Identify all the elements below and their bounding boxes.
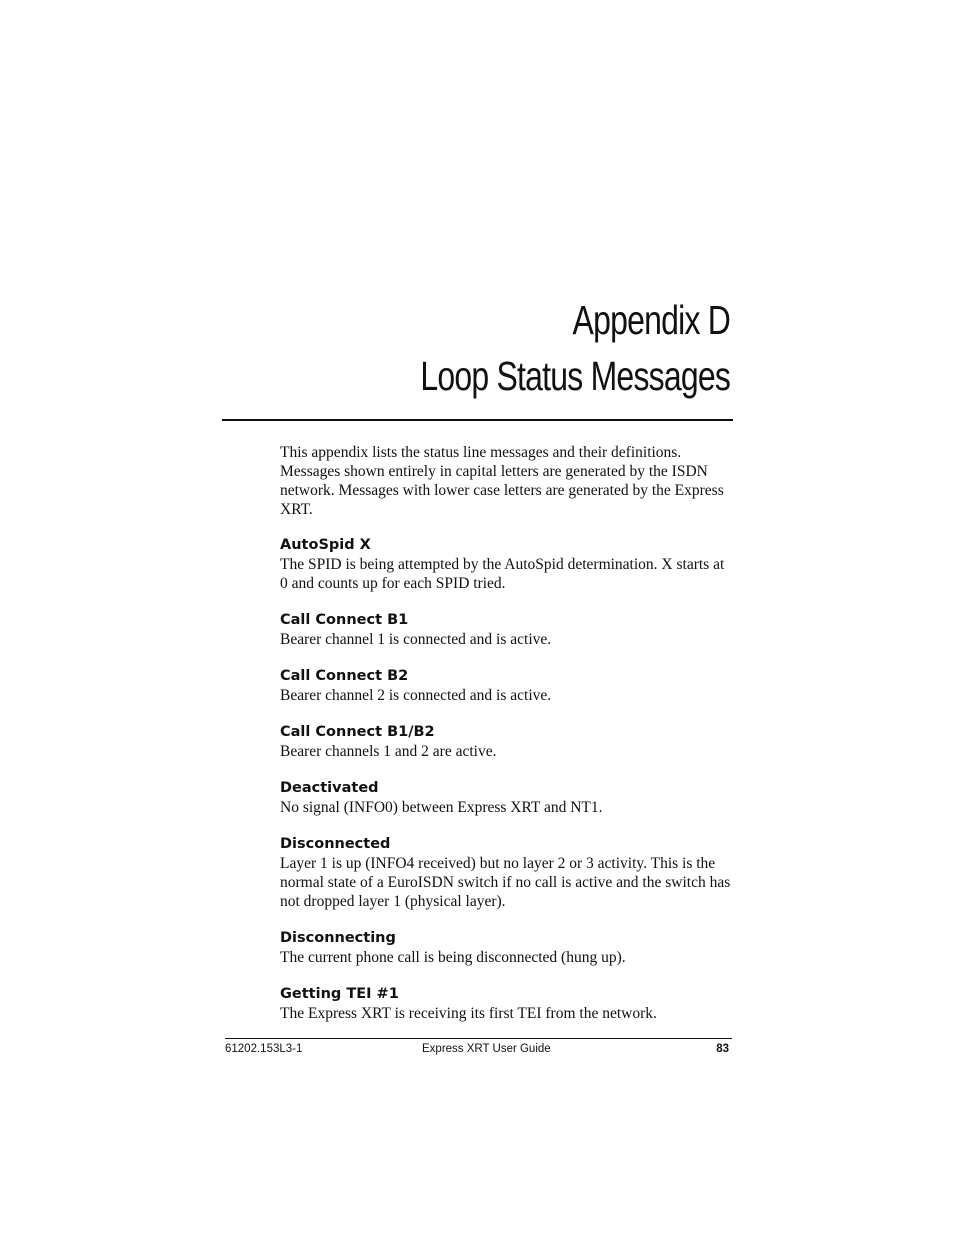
message-description: No signal (INFO0) between Express XRT and NT1. (280, 799, 603, 816)
footer-divider (225, 1038, 732, 1039)
appendix-title (420, 292, 730, 404)
message-heading: Getting TEI #1 (280, 986, 399, 1002)
appendix-title-line-2: Loop Status Messages (420, 353, 730, 399)
message-description: The SPID is being attempted by the AutoSpid determination. X starts at 0 and counts up for each SPID tried. (280, 556, 725, 592)
message-description: The current phone call is being disconnected (hung up). (280, 949, 626, 966)
message-description: The Express XRT is receiving its first TEI from the network. (280, 1005, 657, 1022)
message-description: Layer 1 is up (INFO4 received) but no layer 2 or 3 activity. This is the normal state of a EuroISDN switch if no call is active and the switch has not dropped layer 1 (physical layer). (280, 855, 731, 910)
message-description: Bearer channel 2 is connected and is active. (280, 687, 552, 704)
message-entry-deactivated (280, 779, 732, 817)
message-heading: Call Connect B2 (280, 668, 409, 684)
message-entry-autospid (280, 536, 732, 593)
title-divider (222, 419, 733, 421)
message-description: Bearer channels 1 and 2 are active. (280, 743, 497, 760)
message-heading: Disconnected (280, 836, 391, 852)
footer-page-number: 83 (716, 1043, 729, 1055)
intro-paragraph: This appendix lists the status line messages and their definitions. Messages shown entirely in capital letters are generated by the ISDN network. Messages with lower case letters are generated by the Express XRT. (280, 444, 724, 518)
appendix-title-line-1: Appendix D (572, 297, 730, 343)
page-content (280, 443, 732, 1041)
message-entry-disconnecting (280, 929, 732, 967)
message-heading: Deactivated (280, 780, 379, 796)
message-description: Bearer channel 1 is connected and is active. (280, 631, 552, 648)
message-entry-call-connect-b1-b2 (280, 723, 732, 761)
message-heading: Disconnecting (280, 930, 396, 946)
footer-guide-title: Express XRT User Guide (422, 1043, 551, 1055)
message-entry-getting-tei-1 (280, 985, 732, 1023)
message-entry-call-connect-b1 (280, 611, 732, 649)
message-entry-disconnected (280, 835, 732, 911)
message-heading: Call Connect B1 (280, 612, 409, 628)
message-entry-call-connect-b2 (280, 667, 732, 705)
message-heading: Call Connect B1/B2 (280, 724, 435, 740)
message-heading: AutoSpid X (280, 537, 371, 553)
footer-doc-number: 61202.153L3-1 (225, 1043, 303, 1055)
